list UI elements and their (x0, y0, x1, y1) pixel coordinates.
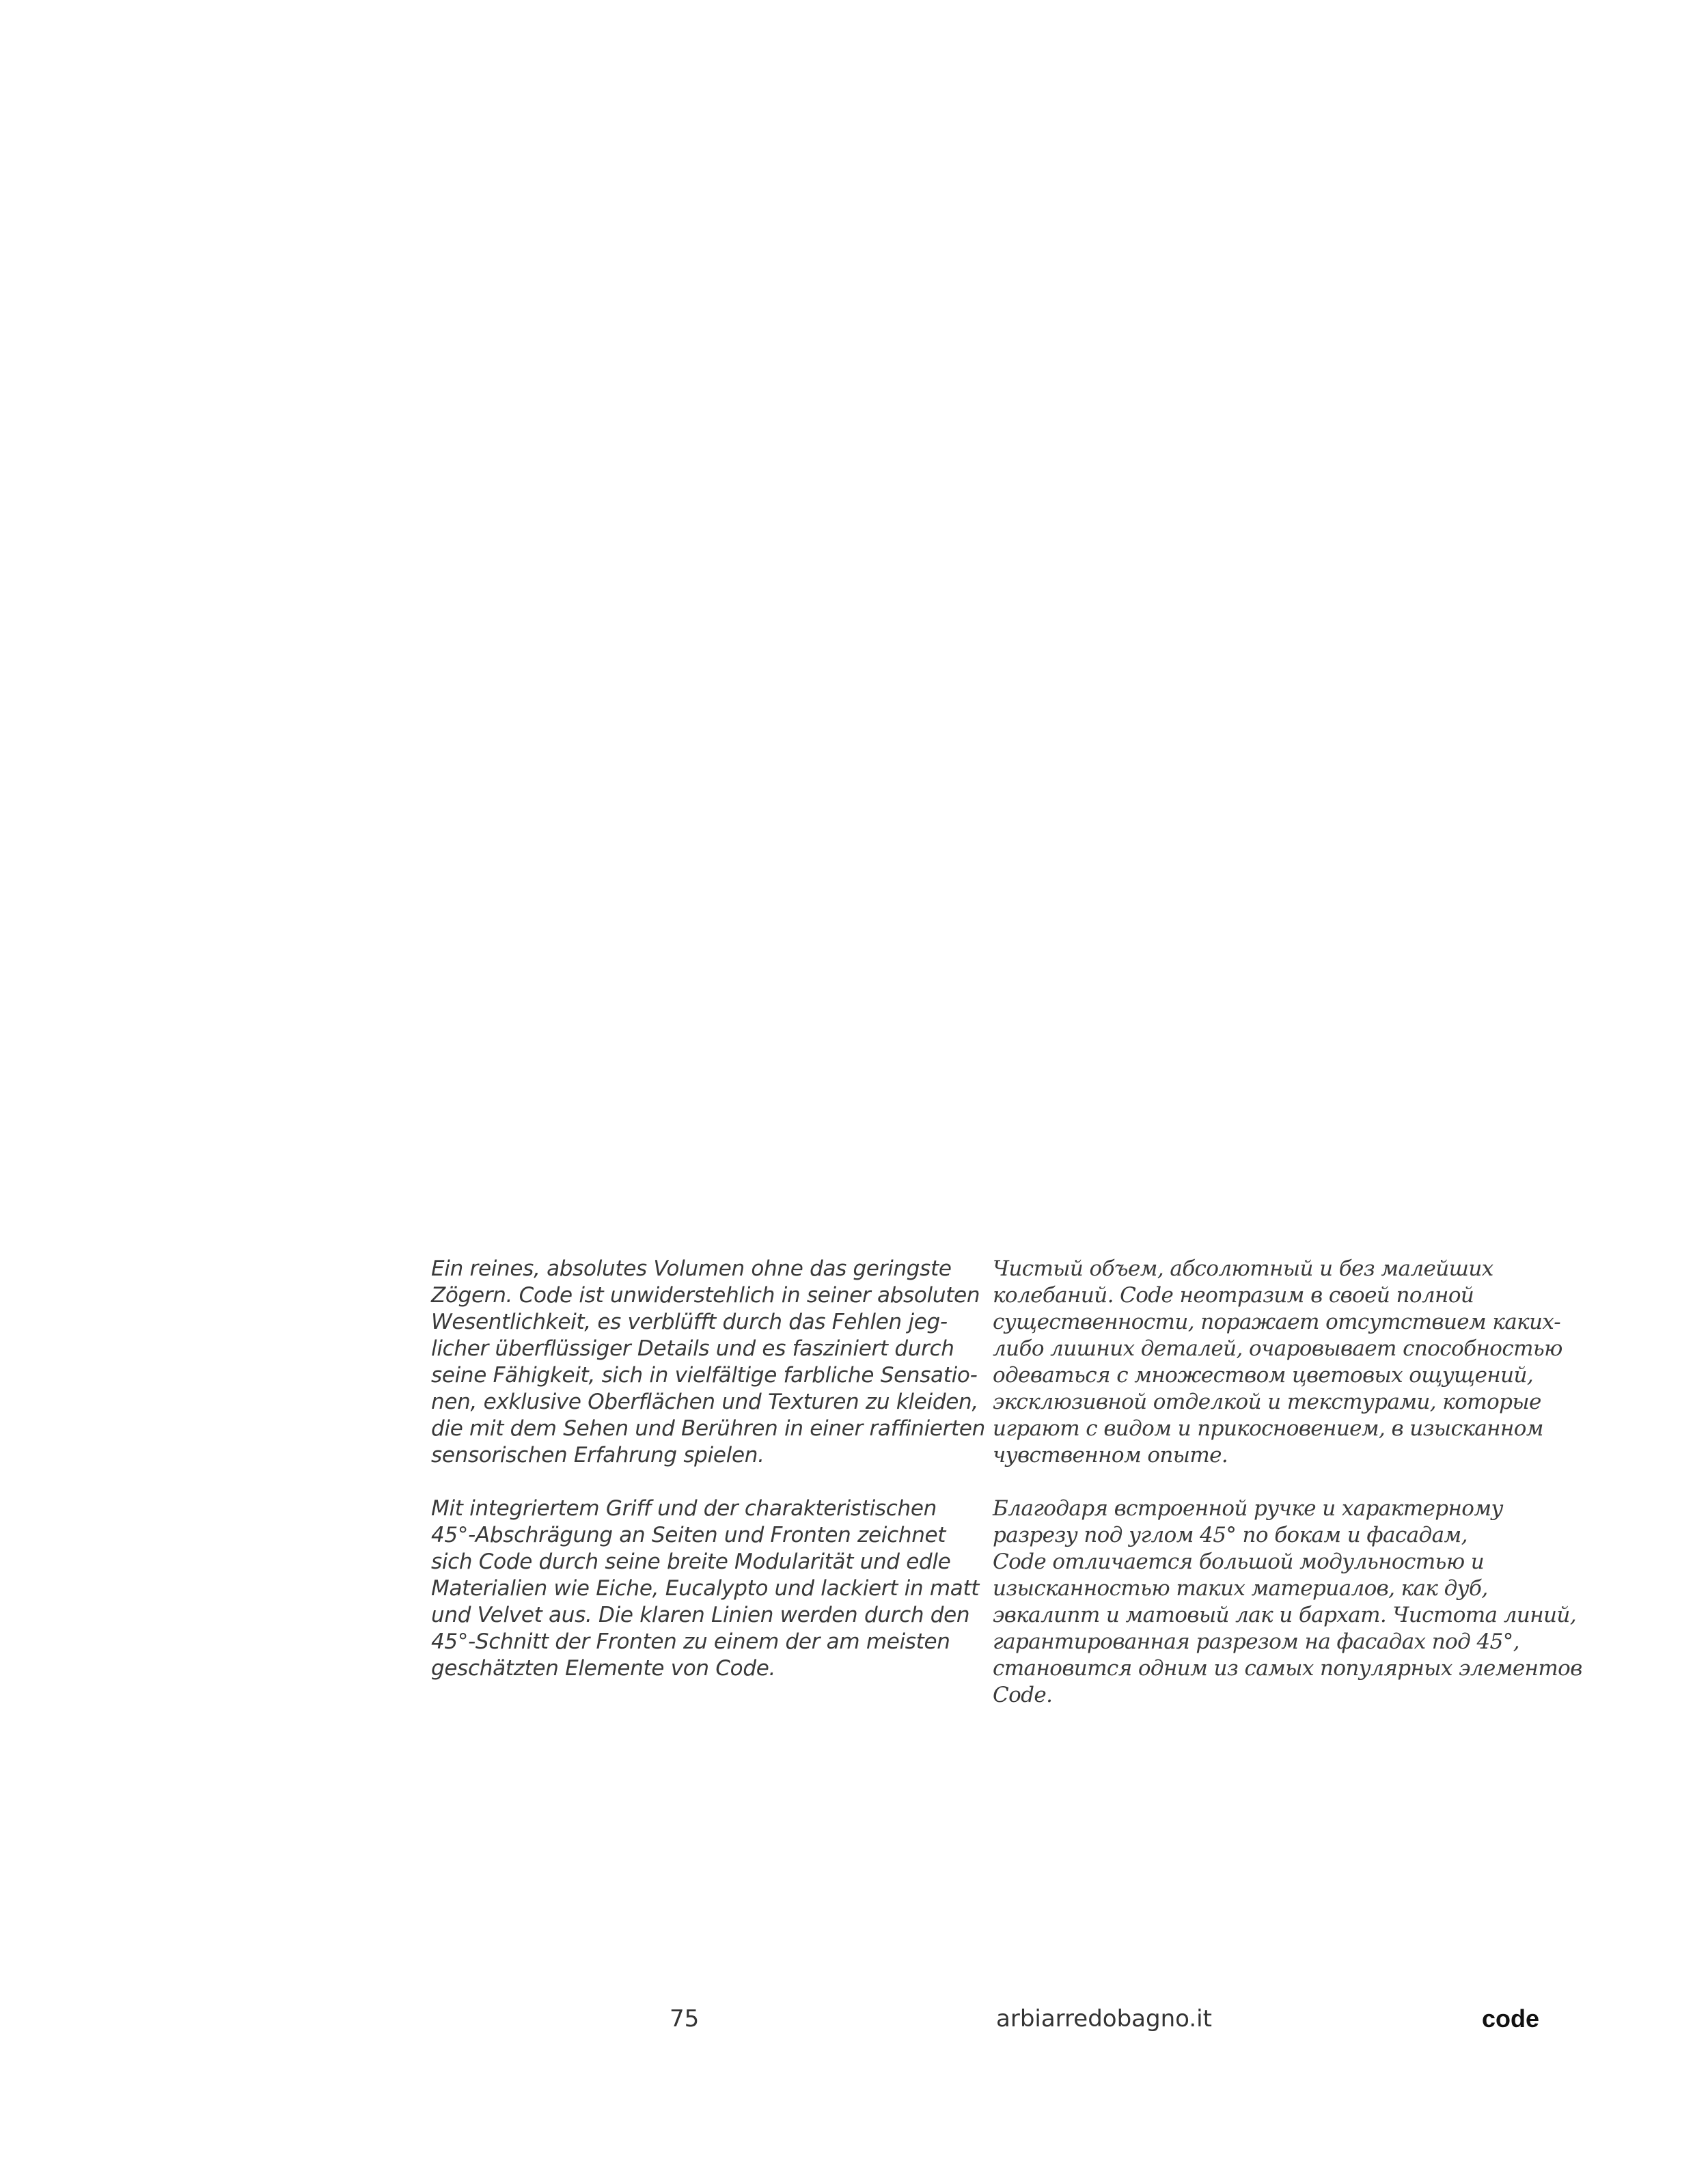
text-line: одеваться с множеством цветовых ощущений, (993, 1363, 1534, 1388)
text-line: колебаний. Code неотразим в своей полной (993, 1283, 1474, 1308)
text-line: эвкалипт и матовый лак и бархат. Чистота линий, (993, 1603, 1576, 1627)
website-link[interactable]: arbiarredobagno.it (996, 2005, 1212, 2033)
text-line: гарантированная разрезом на фасадах под 45°, (993, 1629, 1519, 1654)
text-line: die mit dem Sehen und Berühren in einer raffinierten (431, 1416, 985, 1441)
text-line: sensorischen Erfahrung spielen. (431, 1443, 765, 1468)
brand-name: code (1481, 2004, 1539, 2033)
text-line: Wesentlichkeit, es verblüfft durch das Fehlen jeg- (431, 1310, 948, 1334)
text-line: эксклюзивной отделкой и текстурами, которые (993, 1390, 1541, 1414)
text-line: Благодаря встроенной ручке и характерному (993, 1496, 1503, 1521)
russian-text-column (993, 1256, 1582, 1735)
russian-paragraph-2 (993, 1496, 1582, 1709)
text-line: 45°-Abschrägung an Seiten und Fronten zeichnet (431, 1523, 946, 1547)
text-line: играют с видом и прикосновением, в изысканном (993, 1416, 1543, 1441)
page-number: 75 (670, 2005, 700, 2033)
text-line: seine Fähigkeit, sich in vielfältige farbliche Sensatio- (431, 1363, 978, 1388)
text-line: Code. (993, 1683, 1053, 1707)
german-paragraph-2 (431, 1496, 984, 1682)
german-text-column (431, 1256, 984, 1709)
text-line: Mit integriertem Griff und der charakteristischen (431, 1496, 937, 1521)
text-line: sich Code durch seine breite Modularität und edle (431, 1549, 951, 1574)
text-line: geschätzten Elemente von Code. (431, 1656, 776, 1681)
text-line: чувственном опыте. (993, 1443, 1228, 1468)
russian-paragraph-1 (993, 1256, 1562, 1469)
text-line: und Velvet aus. Die klaren Linien werden durch den (431, 1603, 970, 1627)
text-line: Чистый объем, абсолютный и без малейших (993, 1256, 1493, 1281)
text-line: изысканностью таких материалов, как дуб, (993, 1576, 1488, 1601)
text-line: nen, exklusive Oberflächen und Texturen zu kleiden, (431, 1390, 978, 1414)
text-line: либо лишних деталей, очаровывает способностью (993, 1336, 1562, 1361)
text-line: 45°-Schnitt der Fronten zu einem der am meisten (431, 1629, 950, 1654)
text-line: Materialien wie Eiche, Eucalypto und lackiert in matt (431, 1576, 980, 1601)
german-paragraph-1 (431, 1256, 984, 1469)
text-line: существенности, поражает отсутствием каких- (993, 1310, 1561, 1334)
text-line: Ein reines, absolutes Volumen ohne das geringste (431, 1256, 952, 1281)
text-line: Code отличается большой модульностью и (993, 1549, 1485, 1574)
text-line: Zögern. Code ist unwiderstehlich in seiner absoluten (431, 1283, 980, 1308)
text-line: становится одним из самых популярных элементов (993, 1656, 1582, 1681)
text-line: licher überflüssiger Details und es fasziniert durch (431, 1336, 954, 1361)
text-line: разрезу под углом 45° по бокам и фасадам, (993, 1523, 1468, 1547)
